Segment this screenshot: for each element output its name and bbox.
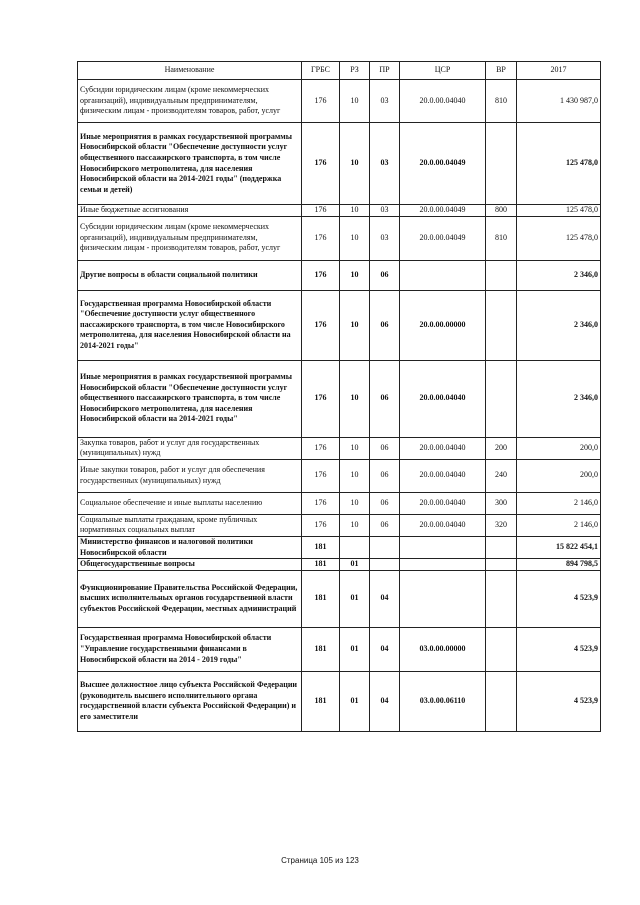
cell-name: Другие вопросы в области социальной политики [78, 260, 302, 290]
cell-amount: 2 146,0 [517, 492, 601, 514]
table-row [78, 360, 601, 437]
cell-rz: 01 [340, 627, 370, 671]
cell-csr: 20.0.00.04040 [400, 492, 486, 514]
table-row [78, 570, 601, 627]
cell-vr: 810 [486, 216, 517, 260]
cell-csr: 03.0.00.06110 [400, 671, 486, 731]
cell-name: Общегосударственные вопросы [78, 559, 302, 571]
cell-grbs: 176 [302, 360, 340, 437]
table-row [78, 536, 601, 558]
cell-csr: 20.0.00.04040 [400, 360, 486, 437]
cell-pr: 03 [370, 205, 400, 217]
cell-vr [486, 671, 517, 731]
cell-grbs: 176 [302, 123, 340, 205]
cell-rz: 10 [340, 360, 370, 437]
cell-csr: 20.0.00.04040 [400, 514, 486, 536]
cell-grbs: 176 [302, 260, 340, 290]
cell-amount: 2 346,0 [517, 260, 601, 290]
header-csr: ЦСР [400, 62, 486, 80]
cell-name: Социальные выплаты гражданам, кроме публичных нормативных социальных выплат [78, 514, 302, 536]
cell-vr [486, 123, 517, 205]
cell-amount: 200,0 [517, 459, 601, 492]
cell-grbs: 181 [302, 671, 340, 731]
cell-csr: 03.0.00.00000 [400, 627, 486, 671]
cell-grbs: 176 [302, 80, 340, 123]
cell-grbs: 176 [302, 216, 340, 260]
header-grbs: ГРБС [302, 62, 340, 80]
cell-vr: 810 [486, 80, 517, 123]
cell-vr [486, 260, 517, 290]
cell-pr [370, 536, 400, 558]
table-header-row [78, 62, 601, 80]
cell-pr: 03 [370, 216, 400, 260]
header-pr: ПР [370, 62, 400, 80]
cell-vr [486, 570, 517, 627]
table-row [78, 492, 601, 514]
table-row [78, 514, 601, 536]
cell-amount: 4 523,9 [517, 570, 601, 627]
cell-grbs: 176 [302, 205, 340, 217]
header-name: Наименование [78, 62, 302, 80]
table-row [78, 123, 601, 205]
cell-vr: 300 [486, 492, 517, 514]
cell-vr: 800 [486, 205, 517, 217]
cell-rz: 10 [340, 514, 370, 536]
cell-pr [370, 559, 400, 571]
cell-grbs: 181 [302, 570, 340, 627]
cell-vr: 320 [486, 514, 517, 536]
cell-csr [400, 536, 486, 558]
cell-rz: 10 [340, 437, 370, 459]
cell-name: Закупка товаров, работ и услуг для государственных (муниципальных) нужд [78, 437, 302, 459]
cell-name: Иные мероприятия в рамках государственной программы Новосибирской области "Обеспечение доступности услуг общественного пассажирского транспорта, в том числе Новосибирского метрополитена, для населения Новосибирской области на 2014-2021 годы" (поддержка семьи и детей) [78, 123, 302, 205]
cell-name: Министерство финансов и налоговой политики Новосибирской области [78, 536, 302, 558]
cell-rz: 10 [340, 205, 370, 217]
cell-amount: 125 478,0 [517, 123, 601, 205]
table-row [78, 559, 601, 571]
cell-csr [400, 570, 486, 627]
cell-pr: 06 [370, 492, 400, 514]
cell-vr: 240 [486, 459, 517, 492]
cell-rz: 10 [340, 123, 370, 205]
table-row [78, 260, 601, 290]
cell-csr: 20.0.00.00000 [400, 290, 486, 360]
cell-rz: 10 [340, 216, 370, 260]
cell-pr: 03 [370, 80, 400, 123]
cell-amount: 4 523,9 [517, 671, 601, 731]
cell-amount: 2 346,0 [517, 290, 601, 360]
table-row [78, 627, 601, 671]
cell-amount: 2 346,0 [517, 360, 601, 437]
cell-pr: 04 [370, 671, 400, 731]
cell-name: Функционирование Правительства Российской Федерации, высших исполнительных органов государственной власти субъектов Российской Федерации, местных администраций [78, 570, 302, 627]
cell-pr: 06 [370, 290, 400, 360]
cell-rz: 10 [340, 80, 370, 123]
cell-rz: 01 [340, 570, 370, 627]
cell-pr: 04 [370, 627, 400, 671]
cell-amount: 125 478,0 [517, 216, 601, 260]
cell-pr: 06 [370, 260, 400, 290]
budget-table [77, 61, 601, 732]
cell-rz: 01 [340, 671, 370, 731]
cell-rz: 10 [340, 459, 370, 492]
cell-csr: 20.0.00.04040 [400, 459, 486, 492]
cell-vr: 200 [486, 437, 517, 459]
cell-vr [486, 559, 517, 571]
cell-pr: 06 [370, 360, 400, 437]
table-row [78, 290, 601, 360]
cell-pr: 04 [370, 570, 400, 627]
cell-amount: 15 822 454,1 [517, 536, 601, 558]
cell-rz: 10 [340, 492, 370, 514]
cell-name: Государственная программа Новосибирской области "Обеспечение доступности услуг общественного пассажирского транспорта, в том числе Новосибирского метрополитена, для населения Новосибирской области на 2014-2021 годы" [78, 290, 302, 360]
cell-grbs: 176 [302, 437, 340, 459]
table-row [78, 671, 601, 731]
table-row [78, 437, 601, 459]
cell-grbs: 181 [302, 559, 340, 571]
cell-grbs: 176 [302, 492, 340, 514]
cell-grbs: 176 [302, 514, 340, 536]
cell-name: Государственная программа Новосибирской области "Управление государственными финансами в Новосибирской области на 2014 - 2019 годы" [78, 627, 302, 671]
cell-amount: 125 478,0 [517, 205, 601, 217]
header-rz: РЗ [340, 62, 370, 80]
cell-vr [486, 360, 517, 437]
table-row [78, 80, 601, 123]
cell-vr [486, 536, 517, 558]
cell-amount: 1 430 987,0 [517, 80, 601, 123]
cell-grbs: 176 [302, 290, 340, 360]
table-row [78, 205, 601, 217]
cell-csr: 20.0.00.04049 [400, 205, 486, 217]
page-number: Страница 105 из 123 [281, 856, 359, 865]
cell-csr: 20.0.00.04049 [400, 216, 486, 260]
cell-csr: 20.0.00.04040 [400, 437, 486, 459]
cell-pr: 03 [370, 123, 400, 205]
cell-amount: 894 798,5 [517, 559, 601, 571]
cell-csr: 20.0.00.04040 [400, 80, 486, 123]
cell-name: Высшее должностное лицо субъекта Российской Федерации (руководитель высшего исполнительного органа государственной власти субъекта Российской Федерации) и его заместители [78, 671, 302, 731]
cell-pr: 06 [370, 459, 400, 492]
table-row [78, 459, 601, 492]
cell-grbs: 181 [302, 536, 340, 558]
cell-name: Иные мероприятия в рамках государственной программы Новосибирской области "Обеспечение доступности услуг общественного пассажирского транспорта, в том числе Новосибирского метрополитена, для населения Новосибирской области на 2014-2021 годы" [78, 360, 302, 437]
cell-rz [340, 536, 370, 558]
cell-vr [486, 290, 517, 360]
cell-grbs: 181 [302, 627, 340, 671]
header-vr: ВР [486, 62, 517, 80]
cell-rz: 10 [340, 290, 370, 360]
cell-csr: 20.0.00.04049 [400, 123, 486, 205]
cell-csr [400, 559, 486, 571]
cell-csr [400, 260, 486, 290]
cell-vr [486, 627, 517, 671]
cell-amount: 2 146,0 [517, 514, 601, 536]
cell-pr: 06 [370, 437, 400, 459]
cell-name: Субсидии юридическим лицам (кроме некоммерческих организаций), индивидуальным предпринимателям, физическим лицам - производителям товаров, работ, услуг [78, 216, 302, 260]
cell-pr: 06 [370, 514, 400, 536]
cell-rz: 01 [340, 559, 370, 571]
cell-rz: 10 [340, 260, 370, 290]
cell-name: Иные закупки товаров, работ и услуг для обеспечения государственных (муниципальных) нужд [78, 459, 302, 492]
cell-name: Субсидии юридическим лицам (кроме некоммерческих организаций), индивидуальным предпринимателям, физическим лицам - производителям товаров, работ, услуг [78, 80, 302, 123]
cell-name: Иные бюджетные ассигнования [78, 205, 302, 217]
cell-name: Социальное обеспечение и иные выплаты населению [78, 492, 302, 514]
header-year: 2017 [517, 62, 601, 80]
table-row [78, 216, 601, 260]
cell-amount: 200,0 [517, 437, 601, 459]
cell-grbs: 176 [302, 459, 340, 492]
cell-amount: 4 523,9 [517, 627, 601, 671]
